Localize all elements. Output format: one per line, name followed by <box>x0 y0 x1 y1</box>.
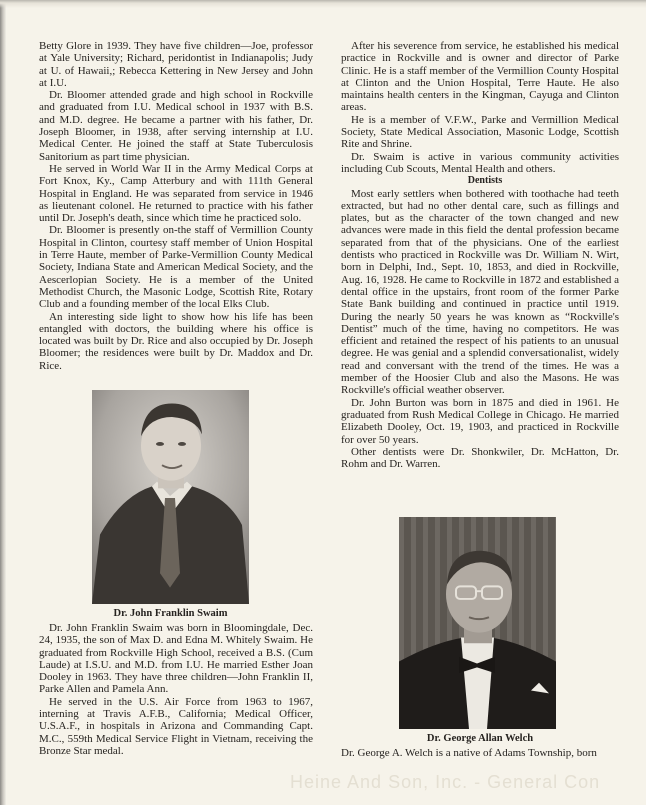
paragraph: An interesting side light to show how his life has been entangled with doctors, the building where his office is located was built by Dr. Rice and also occupied by Dr. Joseph Bloomer; the residences were built by Dr. Maddox and Dr. Rice. <box>39 310 313 372</box>
paragraph: Dr. Bloomer is presently on-the staff of Vermillion County Hospital in Clinton, courtesy staff member of Union Hospital in Terre Haute, member of Parke-Vermillion County Medical Society, Indiana State and American Medical Society, and the Aescerlopian Society. He is a member of the United Methodist Church, the Masonic Lodge, Scottish Rite, Rotary Club and a founding member of the local Elks Club. <box>39 224 313 311</box>
paragraph: Dr. John Franklin Swaim was born in Bloomingdale, Dec. 24, 1935, the son of Max D. and Edna M. Whitely Swaim. He graduated from Rockville High School, received a B.S. (Cum Laude) at I.S.U. and M.D. from I.U. He married Esther Joan Dooley in 1963. They have three children—John Franklin II, Parke Allen and Pamela Ann. <box>39 622 313 696</box>
right-column <box>341 40 619 470</box>
paragraph: Most early settlers when bothered with toothache had teeth extracted, but had no other dental care, such as fillings and plates, but as the character of the town changed and new advances were made in this field the dental profession became separated from that of the physicians. One of the earliest dentists who practiced in Rockville was Dr. William N. Wirt, born in Delphi, Ind., Sept. 10, 1853, and died in Rockville, Aug. 16, 1928. He came to Rockville in 1872 and established a dental office in the upstairs, front room of the former Parke State Bank building and continued in practice until 1919. During the nearly 50 years he was known as “Rockville's Dentist” much of the time, having no competitors. He was efficient and retained the respect of his patients to an unusual degree. He was genial and a splendid conversationalist, widely read and conversant with the trend of the times. He was a member of the Hoosier Club and also the Masons. He was Rockville's official weather observer. <box>341 187 619 397</box>
page-top-shadow <box>0 0 646 8</box>
photo-caption-welch: Dr. George Allan Welch <box>426 733 534 744</box>
left-column-top <box>39 40 313 372</box>
photo-caption-swaim: Dr. John Franklin Swaim <box>113 608 228 619</box>
photo-george-allan-welch <box>399 517 556 729</box>
photo-john-franklin-swaim <box>92 390 249 604</box>
section-heading-dentists: Dentists <box>467 175 503 187</box>
bleed-through-text: Heine And Son, Inc. - General Con <box>290 772 601 792</box>
right-column-bottom: Dr. George A. Welch is a native of Adams Township, born <box>341 747 597 759</box>
paragraph: He served in World War II in the Army Medical Corps at Fort Knox, Ky., Camp Atterbury and with 111th General Hospital in England. He was separated from service in 1946 as lieutenant colonel. He returned to practice with his father until Dr. Joseph's death, since which time he practiced solo. <box>39 162 313 225</box>
paragraph: He served in the U.S. Air Force from 1963 to 1967, interning at Travis A.F.B., California; Medical Officer, U.S.A.F., in hospitals in Arizona and Commanding Capt. M.C., 559th Medical Service Flight in Vietnam, receiving the Bronze Star medal. <box>39 695 313 757</box>
paragraph: After his severence from service, he established his medical practice in Rockville and is owner and director of Parke Clinic. He is a staff member of the Vermillion County Hospital at Clinton and the Union Hospital, Terre Haute. He also maintains health centers in the Kingman, Cayuga and Clinton areas. <box>341 40 619 114</box>
paragraph: Other dentists were Dr. Shonkwiler, Dr. McHatton, Dr. Rohm and Dr. Warren. <box>341 445 619 471</box>
left-column-bottom <box>39 622 313 757</box>
paragraph: Dr. Bloomer attended grade and high school in Rockville and graduated from I.U. Medical school in 1937 with B.S. and M.D. degree. He became a partner with his father, Dr. Joseph Bloomer, in 1938, after serving internship at I.U. Medical Center. He joined the staff at State Tuberculosis Sanitorium as part time physician. <box>39 89 313 163</box>
page-binding-edge <box>0 0 6 805</box>
paragraph: He is a member of V.F.W., Parke and Vermillion Medical Society, State Medical Association, Masonic Lodge, Scottish Rite and Shrine. <box>341 113 619 151</box>
paragraph: Dr. Swaim is active in various community activities including Cub Scouts, Mental Health and others. <box>341 150 619 175</box>
paragraph: Dr. John Burton was born in 1875 and died in 1961. He graduated from Rush Medical College in Chicago. He married Elizabeth Dooley, Oct. 19, 1903, and practiced in Rockville for over 50 years. <box>341 396 619 446</box>
paragraph: Betty Glore in 1939. They have five children—Joe, professor at Yale University; Richard, peridontist in Indianapolis; Judy at U. of Hawaii,; Rebecca Kettering in New Jersey and John at I.U. <box>39 40 313 89</box>
